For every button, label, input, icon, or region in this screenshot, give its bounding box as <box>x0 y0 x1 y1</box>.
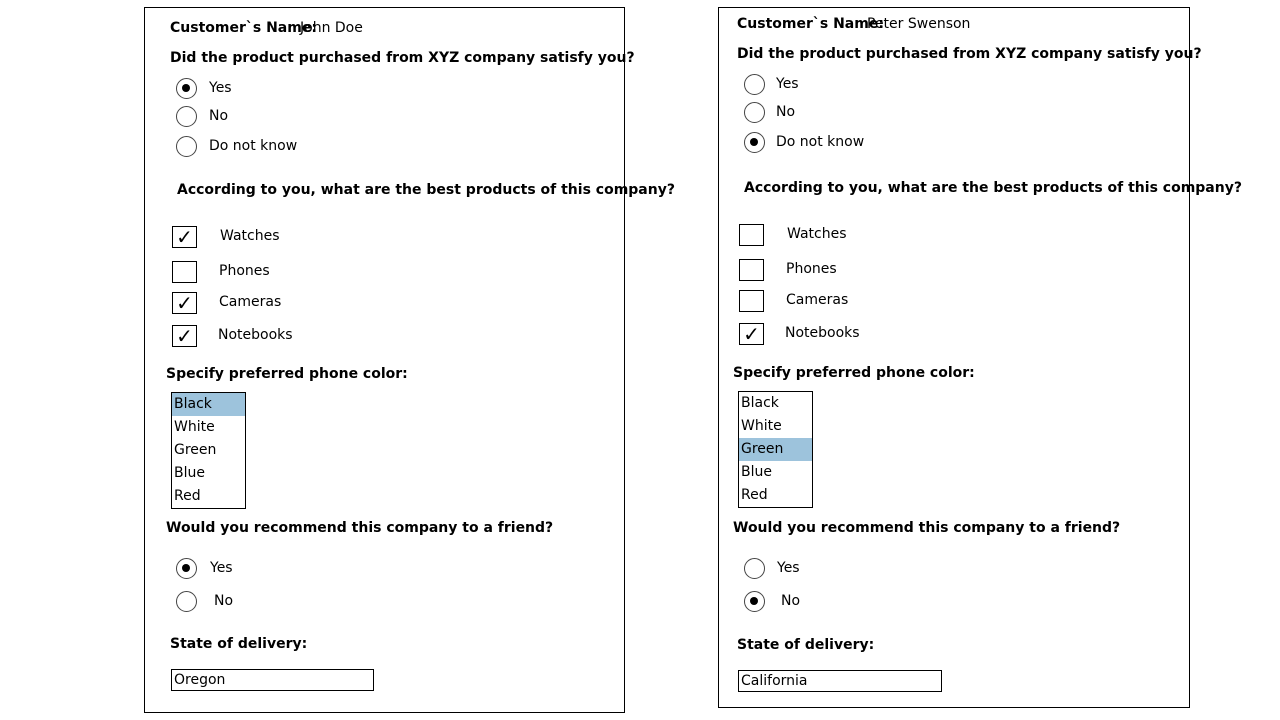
satisfaction-option-label[interactable]: No <box>776 104 796 120</box>
satisfaction-radio[interactable] <box>744 132 765 153</box>
product-checkbox[interactable]: ✓ <box>172 226 197 248</box>
recommend-option-label[interactable]: Yes <box>210 560 233 576</box>
recommend-radio[interactable] <box>744 558 765 579</box>
product-checkbox[interactable]: ✓ <box>172 292 197 314</box>
recommend-option-label[interactable]: No <box>781 593 801 609</box>
phone-color-listbox[interactable] <box>738 391 813 508</box>
product-option-label[interactable]: Notebooks <box>218 327 293 343</box>
phone-color-option[interactable]: Black <box>172 393 245 416</box>
recommend-option-label[interactable]: Yes <box>777 560 800 576</box>
question-best-products: According to you, what are the best products of this company? <box>177 182 675 198</box>
question-satisfaction: Did the product purchased from XYZ company satisfy you? <box>170 50 635 66</box>
question-phone-color: Specify preferred phone color: <box>733 365 975 381</box>
delivery-state-input[interactable]: California <box>738 670 942 692</box>
satisfaction-option-label[interactable]: Do not know <box>209 138 298 154</box>
customer-name-label: Customer`s Name: <box>737 16 884 32</box>
customer-name-value: John Doe <box>300 20 363 36</box>
product-checkbox[interactable]: ✓ <box>172 325 197 347</box>
phone-color-option[interactable]: Blue <box>741 464 772 480</box>
product-checkbox[interactable] <box>172 261 197 283</box>
satisfaction-radio[interactable] <box>176 78 197 99</box>
recommend-radio[interactable] <box>744 591 765 612</box>
phone-color-listbox[interactable] <box>171 392 246 509</box>
customer-name-label: Customer`s Name: <box>170 20 317 36</box>
product-option-label[interactable]: Cameras <box>786 292 849 308</box>
phone-color-option[interactable]: Green <box>739 438 812 461</box>
delivery-state-input[interactable]: Oregon <box>171 669 374 691</box>
satisfaction-option-label[interactable]: Yes <box>209 80 232 96</box>
question-recommend: Would you recommend this company to a friend? <box>733 520 1121 536</box>
question-best-products: According to you, what are the best products of this company? <box>744 180 1242 196</box>
satisfaction-radio[interactable] <box>744 102 765 123</box>
recommend-radio[interactable] <box>176 591 197 612</box>
product-checkbox[interactable] <box>739 224 764 246</box>
product-option-label[interactable]: Cameras <box>219 294 282 310</box>
phone-color-option[interactable]: Red <box>741 487 768 503</box>
recommend-option-label[interactable]: No <box>214 593 234 609</box>
product-option-label[interactable]: Notebooks <box>785 325 860 341</box>
phone-color-option[interactable]: Black <box>741 395 779 411</box>
satisfaction-radio[interactable] <box>176 106 197 127</box>
satisfaction-radio[interactable] <box>744 74 765 95</box>
product-option-label[interactable]: Phones <box>219 263 270 279</box>
phone-color-option[interactable]: White <box>741 418 782 434</box>
question-satisfaction: Did the product purchased from XYZ company satisfy you? <box>737 46 1202 62</box>
satisfaction-option-label[interactable]: No <box>209 108 229 124</box>
satisfaction-option-label[interactable]: Yes <box>776 76 799 92</box>
satisfaction-option-label[interactable]: Do not know <box>776 134 865 150</box>
product-checkbox[interactable] <box>739 290 764 312</box>
satisfaction-radio[interactable] <box>176 136 197 157</box>
question-delivery-state: State of delivery: <box>170 636 308 652</box>
phone-color-option[interactable]: Green <box>174 442 217 458</box>
customer-name-value: Peter Swenson <box>867 16 971 32</box>
question-phone-color: Specify preferred phone color: <box>166 366 408 382</box>
phone-color-option[interactable]: Red <box>174 488 201 504</box>
product-checkbox[interactable] <box>739 259 764 281</box>
phone-color-option[interactable]: White <box>174 419 215 435</box>
product-option-label[interactable]: Watches <box>220 228 280 244</box>
product-checkbox[interactable]: ✓ <box>739 323 764 345</box>
product-option-label[interactable]: Watches <box>787 226 847 242</box>
product-option-label[interactable]: Phones <box>786 261 837 277</box>
question-recommend: Would you recommend this company to a friend? <box>166 520 554 536</box>
recommend-radio[interactable] <box>176 558 197 579</box>
question-delivery-state: State of delivery: <box>737 637 875 653</box>
phone-color-option[interactable]: Blue <box>174 465 205 481</box>
